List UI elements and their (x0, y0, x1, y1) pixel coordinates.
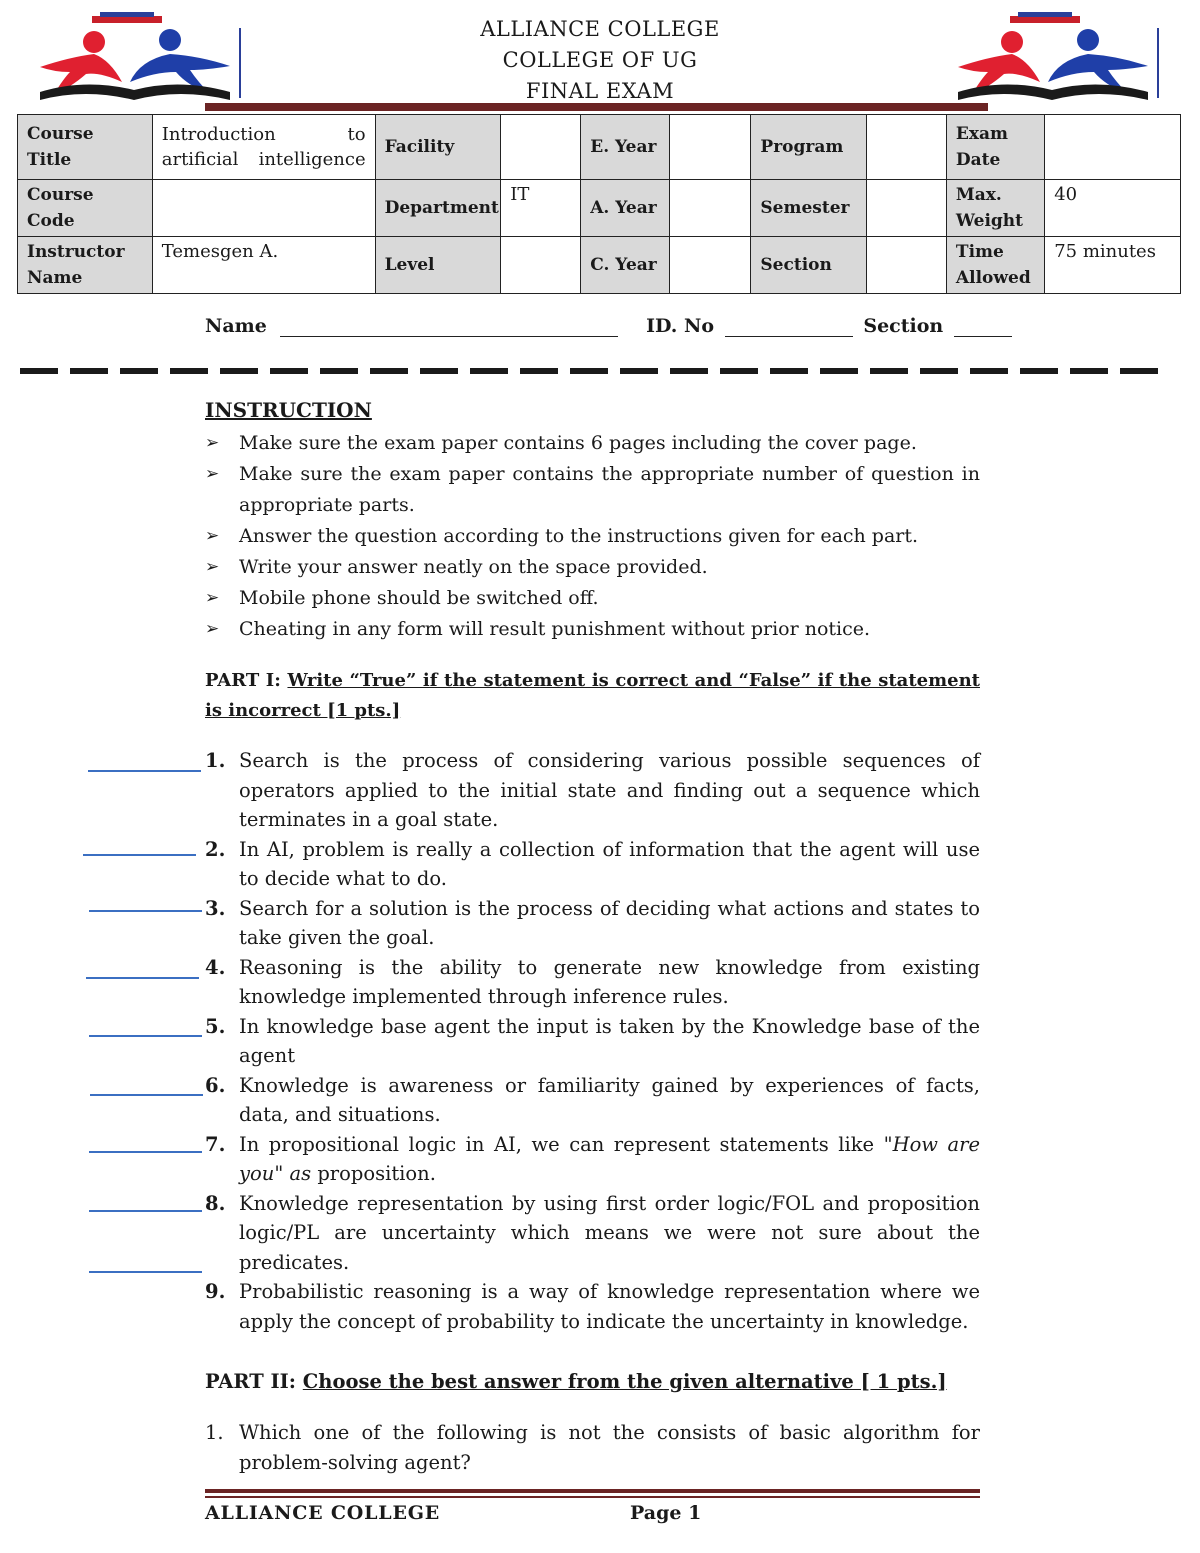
list-item: ➢ Make sure the exam paper contains the appropriate number of question in appropriate parts. (205, 459, 980, 521)
question-number: 4. (205, 955, 226, 979)
arrow-bullet-icon: ➢ (205, 557, 220, 577)
question-number: 5. (205, 1014, 226, 1038)
answer-blank-5[interactable] (89, 1035, 202, 1037)
program-label: Program (751, 115, 866, 180)
course-title-label: Course Title (18, 115, 153, 180)
facility-value (501, 115, 581, 180)
instructor-label: Instructor Name (18, 237, 153, 294)
exam-date-value (1045, 115, 1181, 180)
question-number: 1. (205, 1421, 224, 1444)
c-year-value (670, 237, 751, 294)
id-label: ID. No (646, 315, 715, 337)
list-item: ➢ Cheating in any form will result punishment without prior notice. (205, 614, 980, 645)
answer-blank-4[interactable] (86, 977, 199, 979)
question-number: 1. (205, 749, 226, 772)
c-year-label: C. Year (581, 237, 670, 294)
dashed-divider (20, 368, 1162, 374)
list-item (205, 894, 980, 953)
list-item (205, 1418, 980, 1478)
name-label: Name (205, 315, 267, 337)
arrow-bullet-icon: ➢ (205, 433, 220, 453)
part2-label: PART II: (205, 1370, 296, 1393)
list-item: ➢ Mobile phone should be switched off. (205, 583, 980, 614)
answer-blank-7[interactable] (89, 1151, 202, 1153)
facility-label: Facility (375, 115, 501, 180)
student-info-line (205, 315, 1012, 337)
question-number: 2. (205, 837, 226, 861)
semester-label: Semester (751, 180, 866, 237)
answer-blank-8[interactable] (89, 1210, 202, 1212)
question-number: 7. (205, 1132, 226, 1156)
instruction-heading: INSTRUCTION (205, 398, 372, 422)
question-text: Which one of the following is not the consists of basic algorithm for problem-solving agent? (239, 1421, 980, 1474)
part2-question-list (205, 1418, 980, 1478)
question-text: Probabilistic reasoning is a way of knowledge representation where we apply the concept of probability to indicate the uncertainty in knowledge. (239, 1280, 980, 1333)
question-text: Knowledge is awareness or familiarity gained by experiences of facts, data, and situations. (239, 1073, 980, 1126)
list-item (205, 1189, 980, 1278)
question-text: In knowledge base agent the input is taken by the Knowledge base of the agent (239, 1014, 980, 1067)
name-blank[interactable] (280, 316, 618, 337)
list-item (205, 1130, 980, 1189)
course-code-value (152, 180, 375, 237)
question-number: 3. (205, 896, 226, 920)
section-label: Section (751, 237, 866, 294)
instruction-list (205, 428, 980, 645)
course-title-value: Introduction to artificial intelligence (152, 115, 375, 180)
id-blank[interactable] (725, 316, 853, 337)
list-item: ➢ Make sure the exam paper contains 6 pages including the cover page. (205, 428, 980, 459)
footer-college-name: ALLIANCE COLLEGE (205, 1502, 441, 1524)
part2-title: Choose the best answer from the given alternative [ 1 pts.] (302, 1370, 947, 1393)
list-item: ➢ Answer the question according to the instructions given for each part. (205, 521, 980, 552)
table-row (18, 115, 1181, 180)
question-text: Reasoning is the ability to generate new knowledge from existing knowledge implemented through inference rules. (239, 955, 980, 1008)
program-value (866, 115, 946, 180)
header-divider-bar (205, 103, 988, 111)
list-item (205, 1277, 980, 1336)
e-year-label: E. Year (581, 115, 670, 180)
question-number: 8. (205, 1191, 226, 1215)
department-value: IT (501, 180, 581, 237)
part2-heading (205, 1367, 980, 1397)
question-number: 6. (205, 1073, 226, 1097)
college-subunit: COLLEGE OF UG (502, 48, 698, 72)
list-item (205, 1071, 980, 1130)
college-name: ALLIANCE COLLEGE (480, 17, 720, 41)
course-code-label: Course Code (18, 180, 153, 237)
answer-blank-3[interactable] (89, 910, 202, 912)
question-text: Search is the process of considering various possible sequences of operators applied to the initial state and finding out a sequence which terminates in a goal state. (239, 749, 980, 831)
question-text: In propositional logic in AI, we can represent statements like "How are you" as proposition. (239, 1132, 980, 1185)
level-value (501, 237, 581, 294)
question-text: Knowledge representation by using first order logic/FOL and proposition logic/PL are uncertainty which means we were not sure about the predicates. (239, 1191, 980, 1274)
department-label: Department (375, 180, 501, 237)
part1-question-list (205, 746, 980, 1336)
exam-date-label: Exam Date (946, 115, 1044, 180)
section-field-label: Section (863, 315, 944, 337)
list-item: ➢ Write your answer neatly on the space provided. (205, 552, 980, 583)
list-item (205, 835, 980, 894)
question-text: Search for a solution is the process of deciding what actions and states to take given the goal. (239, 896, 980, 949)
footer-divider-bars (205, 1489, 980, 1498)
question-number: 9. (205, 1280, 226, 1303)
e-year-value (670, 115, 751, 180)
answer-blank-9[interactable] (89, 1271, 202, 1273)
arrow-bullet-icon: ➢ (205, 619, 220, 639)
a-year-value (670, 180, 751, 237)
max-weight-value: 40 (1045, 180, 1181, 237)
section-value (866, 237, 946, 294)
table-row (18, 237, 1181, 294)
time-allowed-value: 75 minutes (1045, 237, 1181, 294)
part1-title: Write “True” if the statement is correct and “False” if the statement is incorrect [1 pts.] (205, 670, 980, 721)
arrow-bullet-icon: ➢ (205, 526, 220, 546)
answer-blank-1[interactable] (88, 770, 201, 772)
table-row (18, 180, 1181, 237)
exam-header (0, 14, 1200, 107)
course-info-table (17, 114, 1181, 294)
arrow-bullet-icon: ➢ (205, 588, 220, 608)
level-label: Level (375, 237, 501, 294)
exam-type: FINAL EXAM (525, 79, 675, 103)
instructor-value: Temesgen A. (152, 237, 375, 294)
part1-heading (205, 666, 980, 726)
section-blank[interactable] (954, 316, 1012, 337)
question-text: In AI, problem is really a collection of information that the agent will use to decide what to do. (239, 837, 980, 890)
a-year-label: A. Year (581, 180, 670, 237)
list-item (205, 746, 980, 835)
semester-value (866, 180, 946, 237)
max-weight-label: Max. Weight (946, 180, 1044, 237)
arrow-bullet-icon: ➢ (205, 464, 220, 484)
answer-blank-6[interactable] (90, 1094, 203, 1096)
part1-label: PART I: (205, 670, 281, 691)
list-item (205, 953, 980, 1012)
list-item (205, 1012, 980, 1071)
page-number: Page 1 (630, 1502, 702, 1524)
answer-blank-2[interactable] (83, 854, 196, 856)
time-allowed-label: Time Allowed (946, 237, 1044, 294)
